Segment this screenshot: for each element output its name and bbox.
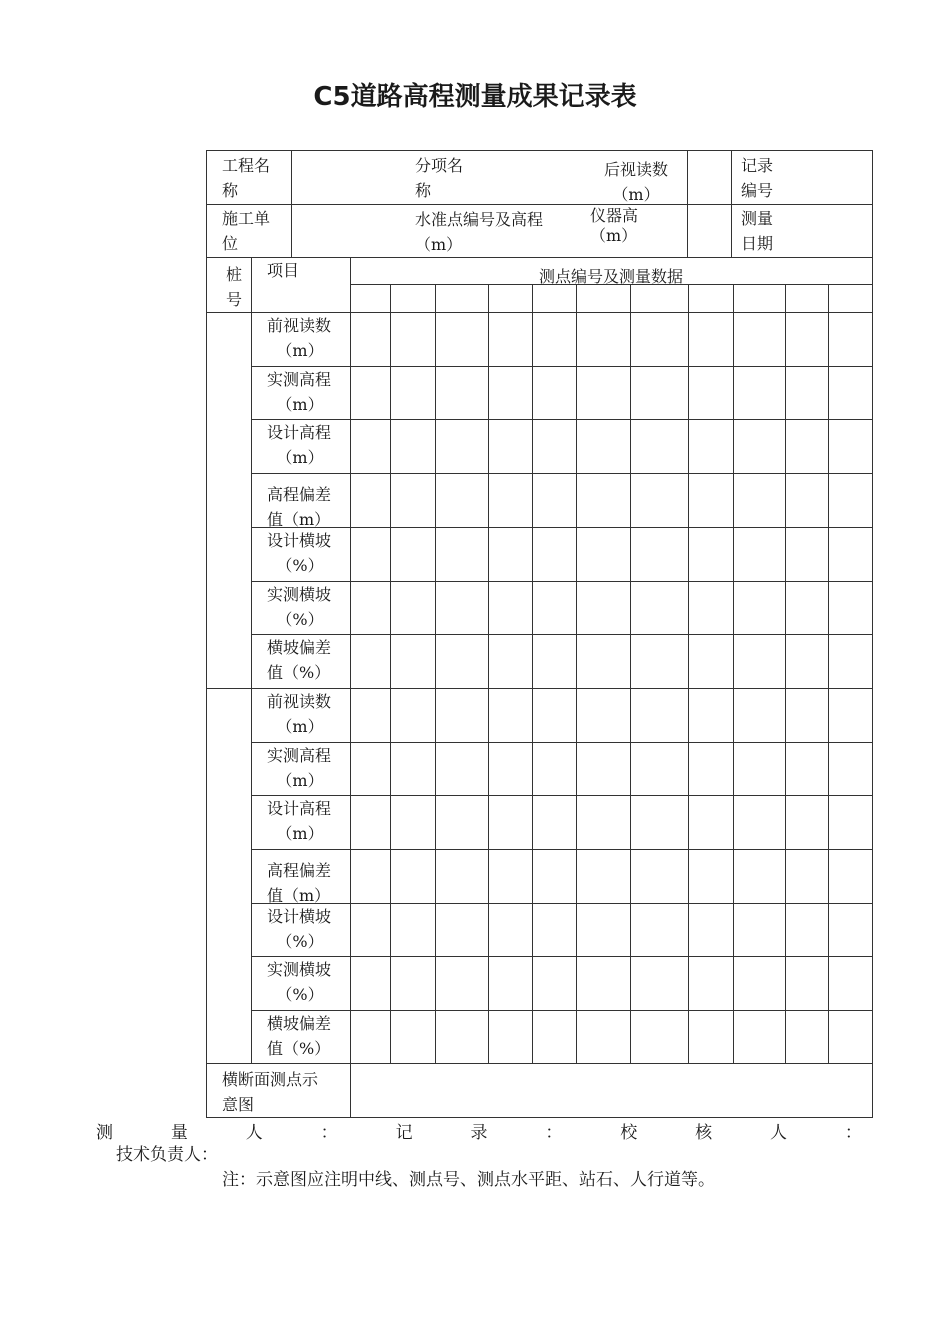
item-label: 横坡偏差 bbox=[267, 638, 332, 657]
signature-char: 核 bbox=[695, 1123, 713, 1143]
grid-line bbox=[206, 1063, 873, 1064]
item-label: 设计高程 bbox=[267, 799, 332, 818]
grid-line bbox=[206, 204, 873, 205]
grid-line bbox=[251, 473, 873, 474]
grid-line bbox=[390, 284, 391, 1064]
instrument-height-label: （m） bbox=[590, 226, 638, 245]
construction-unit-label: 施工单 bbox=[222, 209, 271, 228]
grid-line bbox=[206, 150, 207, 1118]
grid-line bbox=[731, 150, 732, 258]
grid-line bbox=[785, 284, 786, 1064]
item-label: 值（%） bbox=[267, 1039, 331, 1058]
project-name-label: 工程名 bbox=[222, 156, 271, 175]
item-label: 实测横坡 bbox=[267, 585, 332, 604]
signature-char: 校 bbox=[620, 1123, 638, 1143]
grid-line bbox=[206, 150, 873, 151]
grid-line bbox=[576, 284, 577, 1064]
item-label: （%） bbox=[276, 932, 324, 951]
grid-line bbox=[251, 419, 873, 420]
signature-line bbox=[96, 1118, 862, 1143]
item-label: 设计横坡 bbox=[267, 531, 332, 550]
item-label: （%） bbox=[276, 610, 324, 629]
grid-line bbox=[251, 581, 873, 582]
grid-line bbox=[532, 284, 533, 1064]
item-label: 设计横坡 bbox=[267, 907, 332, 926]
item-label: （m） bbox=[276, 341, 324, 360]
page-title: C5道路高程测量成果记录表 bbox=[313, 82, 637, 112]
project-name-label: 称 bbox=[222, 181, 239, 200]
grid-line bbox=[828, 284, 829, 1064]
item-label: （%） bbox=[276, 985, 324, 1004]
grid-line bbox=[251, 527, 873, 528]
grid-line bbox=[251, 956, 873, 957]
item-label: 值（%） bbox=[267, 663, 331, 682]
grid-line bbox=[687, 150, 688, 258]
item-label: 前视读数 bbox=[267, 316, 332, 335]
grid-line bbox=[435, 284, 436, 1064]
signature-char: 量 bbox=[170, 1123, 188, 1143]
grid-line bbox=[733, 284, 734, 1064]
points-header: 测点编号及测量数据 bbox=[538, 267, 683, 286]
cross-section-label: 意图 bbox=[222, 1095, 255, 1114]
item-label: 实测高程 bbox=[267, 746, 332, 765]
station-header: 号 bbox=[226, 290, 243, 309]
grid-line bbox=[291, 150, 292, 258]
grid-line bbox=[251, 366, 873, 367]
grid-line bbox=[206, 257, 873, 258]
signature-char: ： bbox=[545, 1123, 563, 1143]
record-no-label: 编号 bbox=[741, 181, 774, 200]
survey-date-label: 日期 bbox=[741, 234, 774, 253]
sub-project-label: 分项名 bbox=[415, 156, 464, 175]
item-label: （m） bbox=[276, 771, 324, 790]
benchmark-label: 水准点编号及高程 bbox=[415, 210, 544, 229]
signature-char: 人 bbox=[770, 1123, 788, 1143]
note-text: 注：示意图应注明中线、测点号、测点水平距、站石、人行道等。 bbox=[222, 1170, 715, 1190]
benchmark-label: （m） bbox=[415, 235, 463, 254]
signature-char: ： bbox=[844, 1123, 862, 1143]
construction-unit-label: 位 bbox=[222, 234, 239, 253]
item-label: 设计高程 bbox=[267, 423, 332, 442]
grid-line bbox=[251, 742, 873, 743]
item-label: 前视读数 bbox=[267, 692, 332, 711]
item-label: （m） bbox=[276, 448, 324, 467]
survey-date-label: 测量 bbox=[741, 209, 774, 228]
item-label: （m） bbox=[276, 717, 324, 736]
sub-project-label: 称 bbox=[415, 181, 432, 200]
grid-line bbox=[488, 284, 489, 1064]
item-label: 值（m） bbox=[267, 886, 331, 905]
backsight-label: 后视读数 bbox=[603, 160, 668, 179]
item-label: 实测横坡 bbox=[267, 960, 332, 979]
item-label: 横坡偏差 bbox=[267, 1014, 332, 1033]
item-label: 高程偏差 bbox=[267, 485, 332, 504]
signature-char: ： bbox=[320, 1123, 338, 1143]
item-label: 值（m） bbox=[267, 510, 331, 529]
item-label: （%） bbox=[276, 556, 324, 575]
item-header: 项目 bbox=[267, 261, 300, 280]
record-no-label: 记录 bbox=[741, 156, 774, 175]
station-header: 桩 bbox=[226, 265, 243, 284]
cross-section-label: 横断面测点示 bbox=[222, 1070, 319, 1089]
instrument-height-label: 仪器高 bbox=[590, 206, 639, 225]
grid-line bbox=[688, 284, 689, 1064]
tech-lead-label: 技术负责人： bbox=[116, 1145, 218, 1165]
grid-line bbox=[251, 1010, 873, 1011]
grid-line bbox=[251, 257, 252, 1064]
grid-line bbox=[630, 284, 631, 1064]
item-label: （m） bbox=[276, 824, 324, 843]
signature-char: 人 bbox=[245, 1123, 263, 1143]
grid-line bbox=[251, 849, 873, 850]
grid-line bbox=[251, 795, 873, 796]
grid-line bbox=[251, 634, 873, 635]
grid-line bbox=[251, 903, 873, 904]
signature-char: 测 bbox=[96, 1123, 113, 1143]
signature-char: 记 bbox=[395, 1123, 413, 1143]
signature-char: 录 bbox=[470, 1123, 488, 1143]
item-label: 高程偏差 bbox=[267, 861, 332, 880]
item-label: （m） bbox=[276, 395, 324, 414]
backsight-label: （m） bbox=[612, 185, 660, 204]
item-label: 实测高程 bbox=[267, 370, 332, 389]
